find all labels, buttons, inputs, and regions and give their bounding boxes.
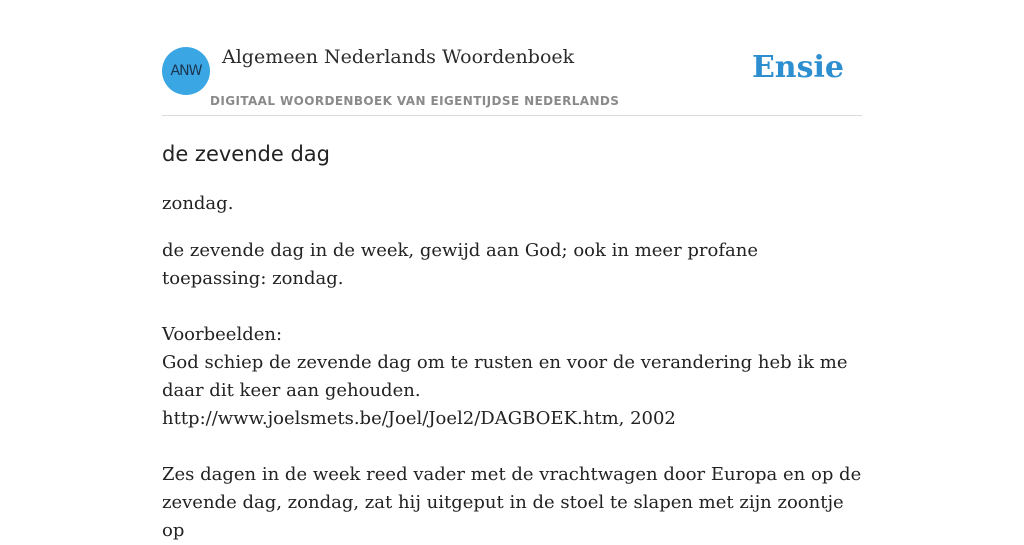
- example-2-text: Zes dagen in de week reed vader met de vrachtwagen door Europa en op de zevende dag, zondag, zat hij uitgeput in de stoel te slapen met zijn zoontje op: [162, 464, 862, 541]
- site-header: [162, 46, 862, 116]
- example-1-text: God schiep de zevende dag om te rusten en voor de verandering heb ik me daar dit keer aan gehouden.: [162, 352, 848, 401]
- entry-headword: de zevende dag: [162, 142, 330, 166]
- ensie-brand-link[interactable]: Ensie: [751, 50, 844, 85]
- short-definition: zondag.: [162, 193, 234, 214]
- example-1-source: http://www.joelsmets.be/Joel/Joel2/DAGBOEK.htm, 2002: [162, 408, 676, 429]
- spacer: [162, 433, 862, 461]
- examples-label: Voorbeelden:: [162, 324, 283, 345]
- anw-logo[interactable]: ANW: [162, 47, 210, 95]
- entry-content: [162, 138, 862, 545]
- long-definition-block: [162, 237, 862, 545]
- long-definition: de zevende dag in de week, gewijd aan God; ook in meer profane toepassing: zondag.: [162, 240, 759, 289]
- site-title[interactable]: Algemeen Nederlands Woordenboek: [222, 46, 575, 68]
- spacer: [162, 293, 862, 321]
- site-subtitle: DIGITAAL WOORDENBOEK VAN EIGENTIJDSE NEDERLANDS: [210, 94, 620, 108]
